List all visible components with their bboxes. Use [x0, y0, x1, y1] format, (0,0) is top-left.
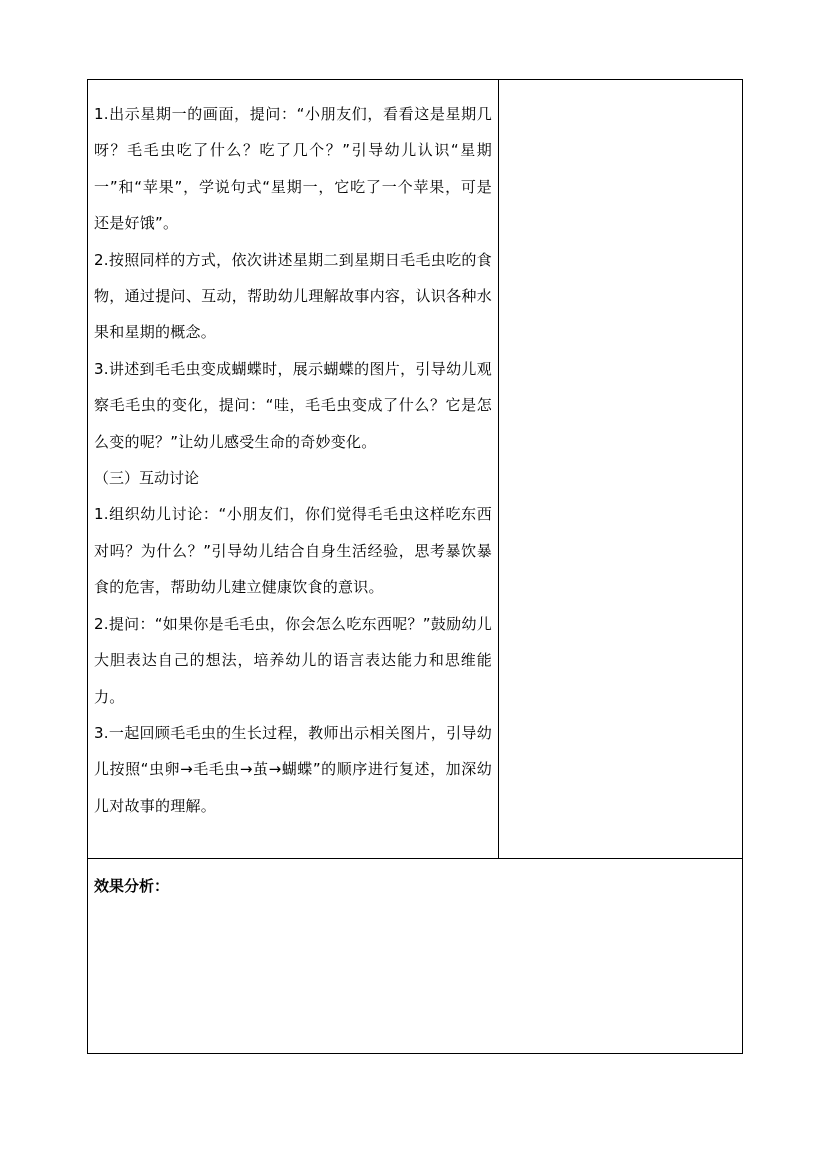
step-paragraph-3: 3.讲述到毛毛虫变成蝴蝶时，展示蝴蝶的图片，引导幼儿观察毛毛虫的变化，提问：“哇，毛毛虫变成了什么？它是怎么变的呢？”让幼儿感受生命的奇妙变化。 [94, 359, 492, 451]
step-paragraph-1: 1.出示星期一的画面，提问：“小朋友们，看看这是星期几呀？毛毛虫吃了什么？吃了几个？”引导幼儿认识“星期一”和“苹果”，学说句式“星期一，它吃了一个苹果，可是还是好饿”。 [94, 105, 492, 233]
discussion-paragraph-3: 3.一起回顾毛毛虫的生长过程，教师出示相关图片，引导幼儿按照“虫卵→毛毛虫→茧→蝴蝶”的顺序进行复述，加深幼儿对故事的理解。 [94, 723, 492, 815]
effect-analysis-label: 效果分析： [94, 877, 170, 895]
lesson-plan-table [87, 79, 743, 1054]
step-paragraph-2: 2.按照同样的方式，依次讲述星期二到星期日毛毛虫吃的食物，通过提问、互动，帮助幼儿理解故事内容，认识各种水果和星期的概念。 [94, 250, 492, 342]
activity-process-cell [88, 80, 499, 859]
discussion-paragraph-1: 1.组织幼儿讨论：“小朋友们，你们觉得毛毛虫这样吃东西对吗？为什么？”引导幼儿结合自身生活经验，思考暴饮暴食的危害，帮助幼儿建立健康饮食的意识。 [94, 505, 492, 597]
effect-analysis-cell [88, 859, 742, 1053]
notes-cell-empty [499, 80, 742, 859]
section-heading-interactive-discussion: （三）互动讨论 [94, 469, 200, 488]
discussion-paragraph-2: 2.提问：“如果你是毛毛虫，你会怎么吃东西呢？”鼓励幼儿大胆表达自己的想法，培养幼儿的语言表达能力和思维能力。 [94, 614, 492, 706]
